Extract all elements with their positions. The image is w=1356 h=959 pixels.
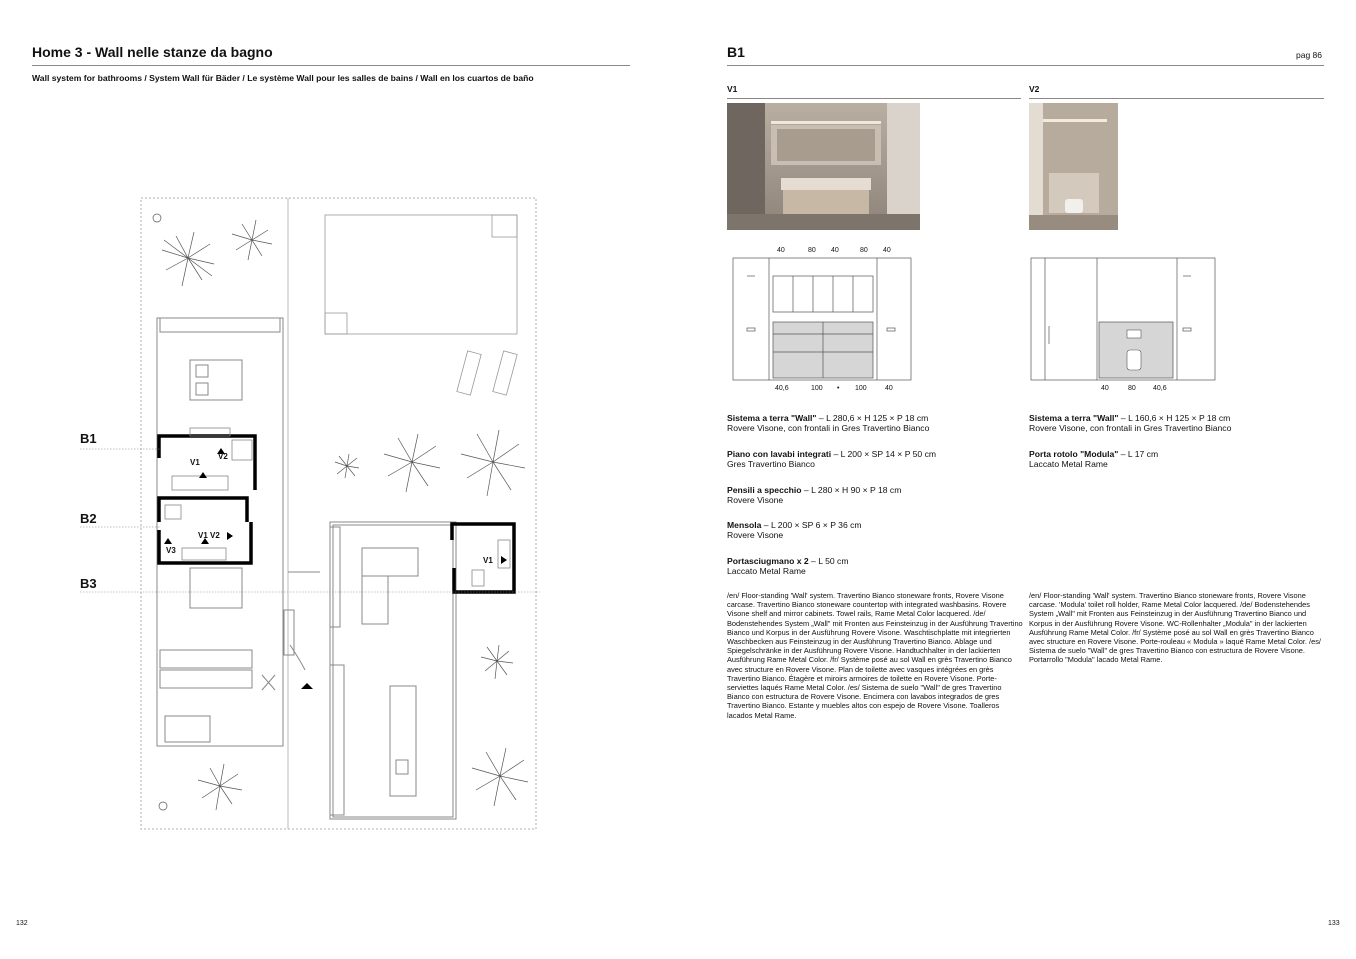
plan-b3-v1-label: V1 [483,556,493,565]
v2-bathroom-render [1029,103,1118,230]
v1-spec-2-finish: Gres Travertino Bianco [727,459,815,469]
plan-marker-b3: B3 [80,576,97,591]
v1-spec-4 [727,520,862,540]
v1-top-dims [777,247,891,254]
v2-spec-1-finish: Rovere Visone, con frontali in Gres Travertino Bianco [1029,423,1232,433]
v1-spec-1-dims: – L 280,6 × H 125 × P 18 cm [816,413,929,423]
v1-top-dim-2: 80 [808,247,816,254]
v2-spec-2-dims: – L 17 cm [1118,449,1159,459]
v1-spec-3-name: Pensili a specchio [727,485,802,495]
v2-spec-2-finish: Laccato Metal Rame [1029,459,1108,469]
plan-b2-v3-label: V3 [166,546,176,555]
v1-spec-2 [727,449,936,469]
pool [325,215,517,334]
v1-spec-3 [727,485,901,505]
b1-walls [159,436,255,490]
v2-rule [1029,98,1324,99]
v1-spec-4-name: Mensola [727,520,762,530]
v1-top-dim-3: 40 [831,247,839,254]
v2-spec-2 [1029,449,1158,469]
plan-b2-v1v2-label: V1 V2 [198,531,220,540]
plan-marker-b2: B2 [80,511,97,526]
view-v2-label: V2 [1029,84,1040,94]
section-title: B1 [727,44,745,60]
plan-marker-b1: B1 [80,431,97,446]
v2-bottom-dim-2: 80 [1128,385,1136,392]
v2-spec-1-dims: – L 160,6 × H 125 × P 18 cm [1118,413,1231,423]
v2-bottom-dim-1: 40 [1101,385,1109,392]
right-title-rule [727,65,1324,66]
v1-spec-5-finish: Laccato Metal Rame [727,566,806,576]
v2-spec-1 [1029,413,1231,433]
left-page-subtitle: Wall system for bathrooms / System Wall für Bäder / Le système Wall pour les salles de bains / Wall en los cuartos de baño [32,73,534,83]
v1-spec-5 [727,556,848,576]
v2-elevation [1029,240,1219,395]
b2-walls-top [159,498,247,522]
v1-bathroom-render [727,103,920,230]
v2-spec-2-name: Porta rotolo "Modula" [1029,449,1119,459]
plan-b1-v2-label: V2 [218,452,228,461]
v1-bottom-dims [775,385,893,392]
v1-rule [727,98,1021,99]
v1-bottom-dim-3: • [837,385,840,392]
v1-bottom-dim-4: 100 [855,385,867,392]
left-wing [157,318,283,746]
v1-spec-4-dims: – L 200 × SP 6 × P 36 cm [761,520,862,530]
v1-top-dim-4: 80 [860,247,868,254]
v2-spec-1-name: Sistema a terra "Wall" [1029,413,1119,423]
left-page-number: 132 [16,920,28,927]
left-page-title: Home 3 - Wall nelle stanze da bagno [32,44,273,60]
v1-description: /en/ Floor-standing 'Wall' system. Travertino Bianco stoneware fronts, Rovere Visone carcase. Travertino Bianco stoneware countertop with integrated washbasins. Rovere Visone shelf and mirror cabinets. Towel rails, Rame Metal Color lacquered. /de/ Bodenstehendes System „Wall" mit Fronten aus Feinsteinzug in der Ausführung Travertino Bianco und Korpus in der Ausführung Rovere Visone. Waschtischplatte mit integrierten Waschbecken aus Feinsteinzug in der Ausführung Travertino Bianco. Ablage und Spiegelschränke in der Ausführung Rovere Visone. Handtuchhalter in der lackierten Ausführung Rame Metal Color. /fr/ Système posé au sol Wall en grès Travertino Bianco avec structure en Rovere Visone. Plan de toilette avec vasques intégrées en grès Travertino Bianco. Étagère et miroirs armoires de toilette en Rovere Visone. Porte-serviettes laqués Rame Metal Color. /es/ Sistema de suelo "Wall" de gres Travertino Bianco con estructura de Rovere Visone. Encimera con lavabos integrados de gres Travertino Bianco. Estante y muebles altos con espejo de Rovere Visone. Toalleros lacados Metal Rame. [727,591,1023,720]
v1-spec-3-finish: Rovere Visone [727,495,784,505]
v1-bottom-dim-1: 40,6 [775,385,789,392]
v2-description: /en/ Floor-standing 'Wall' system. Travertino Bianco stoneware fronts, Rovere Visone carcase. 'Modula' toilet roll holder, Rame Metal Color lacquered. /de/ Bodenstehendes System „Wall" mit Fronten aus Feinsteinzug in der Ausführung Travertino Bianco und Korpus in der Ausführung Rovere Visone. WC-Rollenhalter „Modula" in der lackierten Ausführung Rame Metal Color. /fr/ Système posé au sol Wall en grès Travertino Bianco avec structure en Rovere Visone. Porte-rouleau « Modula » laqué Rame Metal Color. /es/ Sistema de suelo "Wall" de gres Travertino Bianco con estructura de Rovere Visone. Portarrollo "Modula" lacado Metal Rame. [1029,591,1321,665]
v1-top-dim-1: 40 [777,247,785,254]
v2-bottom-dim-3: 40,6 [1153,385,1167,392]
v1-spec-2-dims: – L 200 × SP 14 × P 50 cm [831,449,937,459]
v1-bottom-dim-2: 100 [811,385,823,392]
v1-elevation [727,240,917,395]
plan-b1-v1-label: V1 [190,458,200,467]
right-page-number: 133 [1328,920,1340,927]
page-ref: pag 86 [1296,50,1322,60]
floor-plan [70,190,550,840]
v1-spec-1-name: Sistema a terra "Wall" [727,413,817,423]
v2-bottom-dims [1101,385,1167,392]
v1-bottom-dim-5: 40 [885,385,893,392]
v1-spec-2-name: Piano con lavabi integrati [727,449,832,459]
v1-spec-4-finish: Rovere Visone [727,530,784,540]
left-title-rule [32,65,630,66]
v1-spec-1 [727,413,929,433]
v1-spec-1-finish: Rovere Visone, con frontali in Gres Travertino Bianco [727,423,930,433]
view-v1-label: V1 [727,84,738,94]
v1-spec-5-name: Portasciugmano x 2 [727,556,809,566]
right-wing [330,522,456,819]
v1-spec-5-dims: – L 50 cm [808,556,849,566]
palm-trees [153,214,528,810]
v1-top-dim-5: 40 [883,247,891,254]
site-boundary [141,198,536,829]
v1-spec-3-dims: – L 280 × H 90 × P 18 cm [801,485,902,495]
